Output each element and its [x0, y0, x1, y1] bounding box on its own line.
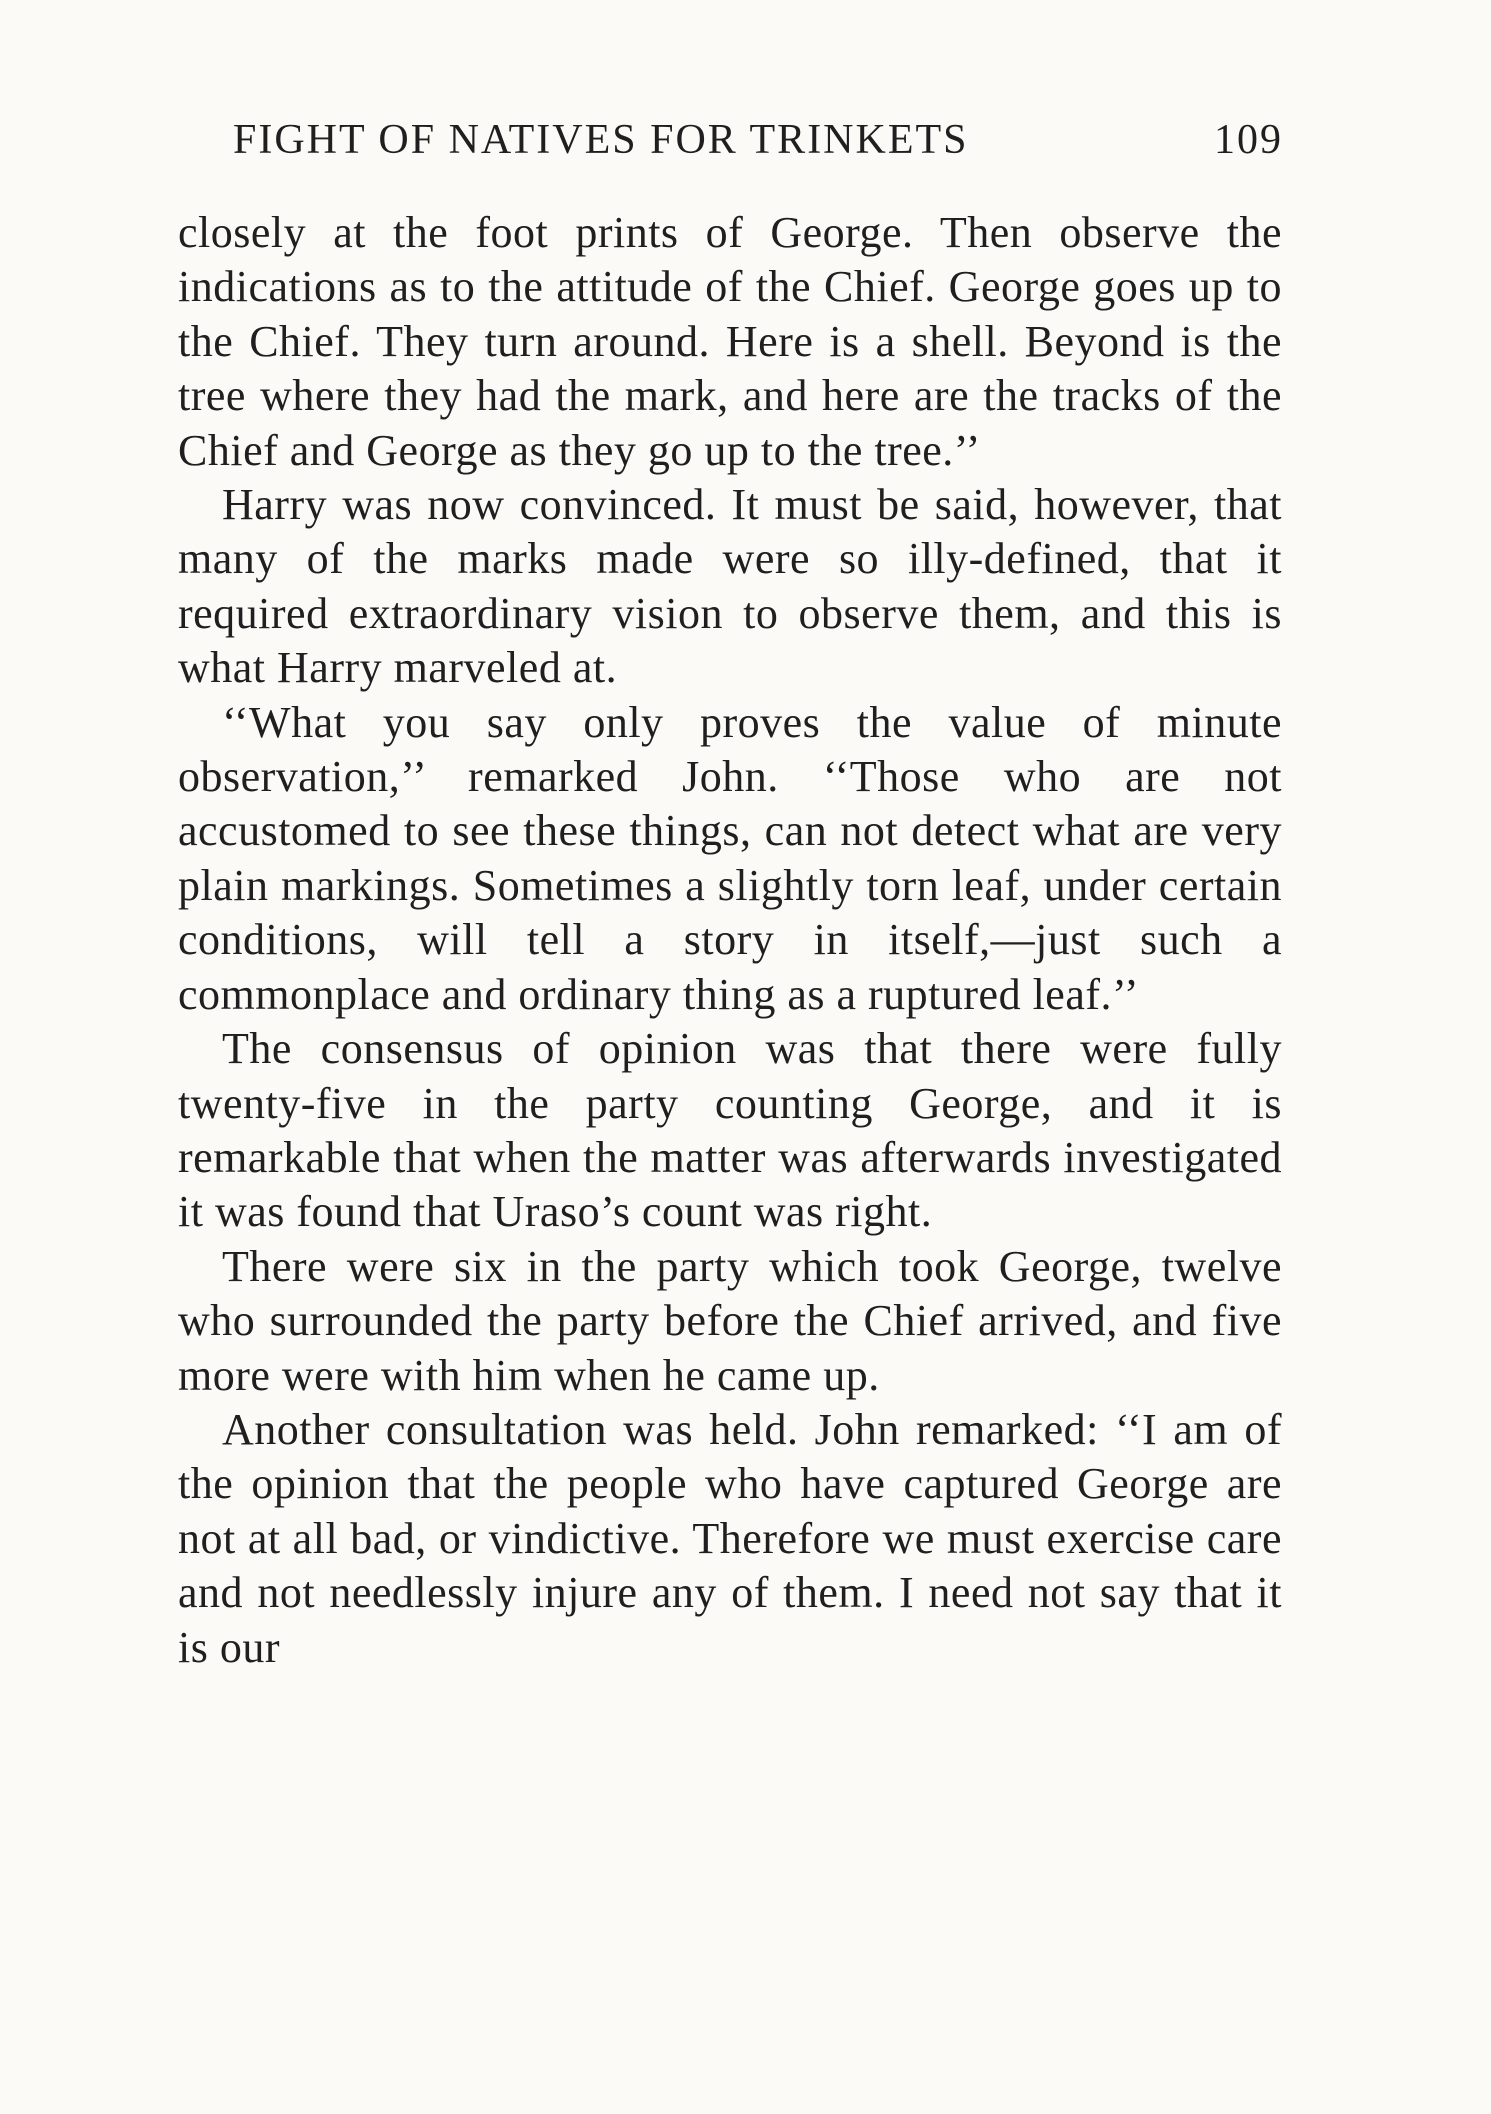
paragraph: The consensus of opinion was that there were fully twenty-five in the party counting George, and it is remarkable that when the matter was afterwards investigated it was found that Uraso’s count was right.: [178, 1024, 1282, 1237]
page-header: [233, 116, 1283, 176]
paragraph: There were six in the party which took George, twelve who surrounded the party before the Chief arrived, and five more were with him when he came up.: [178, 1241, 1282, 1400]
running-title: FIGHT OF NATIVES FOR TRINKETS: [233, 117, 969, 163]
paragraph: closely at the foot prints of George. Then observe the indications as to the attitude of the Chief. George goes up to the Chief. They turn around. Here is a shell. Beyond is the tree where they had the mark, and here are the tracks of the Chief and George as they go up to the tree.’’: [178, 208, 1282, 475]
paragraph: Another consultation was held. John remarked: ‘‘I am of the opinion that the people who have captured George are not at all bad, or vindictive. Therefore we must exercise care and not needlessly injure any of them. I need not say that it is our: [178, 1404, 1282, 1672]
paragraph: Harry was now convinced. It must be said, however, that many of the marks made were so illy-defined, that it required extraordinary vision to observe them, and this is what Harry marveled at.: [178, 480, 1282, 693]
body-text: [178, 206, 1282, 1675]
page-number: 109: [1214, 117, 1283, 163]
paragraph: ‘‘What you say only proves the value of minute observation,’’ remarked John. ‘‘Those who are not accustomed to see these things, can not detect what are very plain markings. Sometimes a slightly torn leaf, under certain conditions, will tell a story in itself,—just such a commonplace and ordinary thing as a ruptured leaf.’’: [178, 697, 1282, 1019]
